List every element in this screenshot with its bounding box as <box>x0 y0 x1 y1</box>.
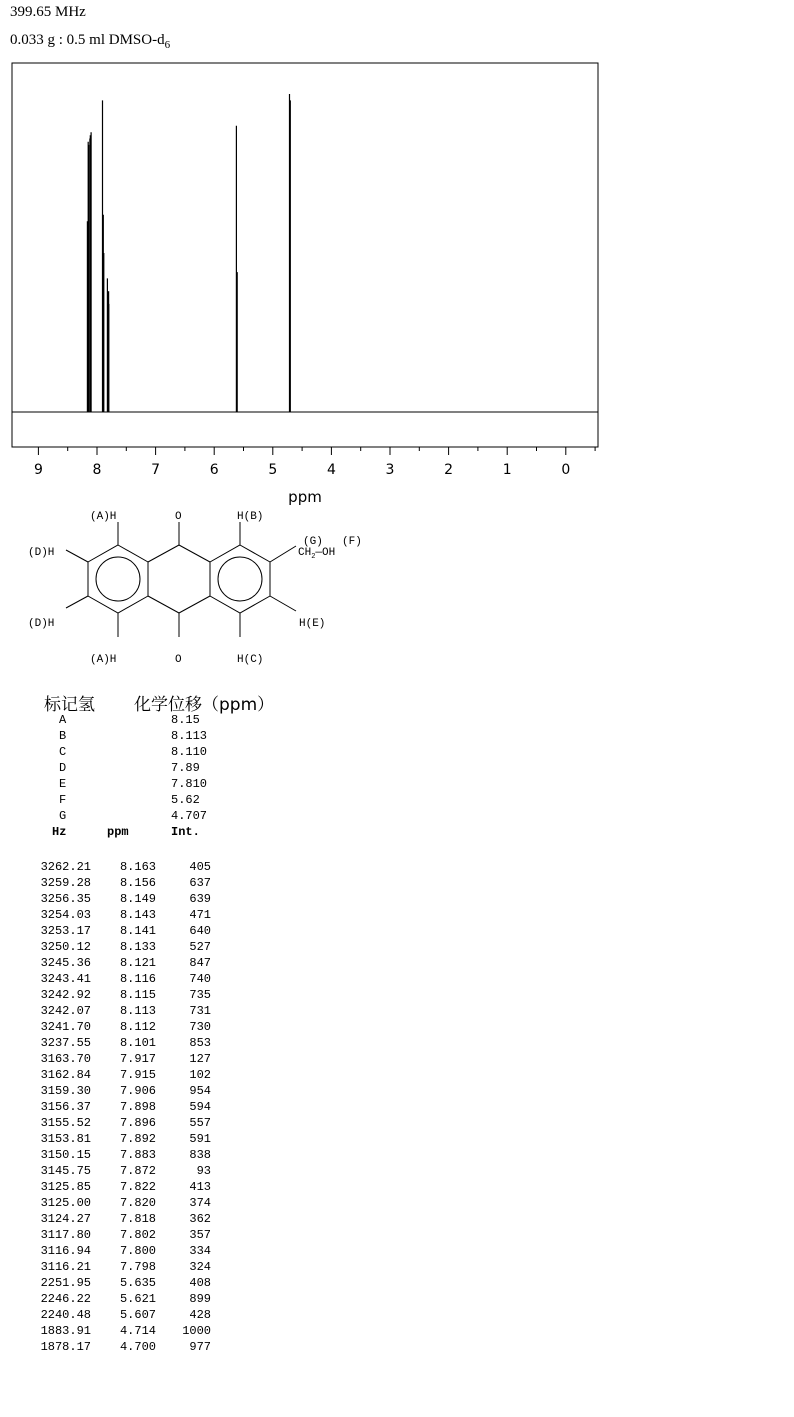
x-tick-label: 4 <box>326 462 336 478</box>
peak-table-row <box>0 1036 220 1052</box>
peak-table-row <box>0 1244 220 1260</box>
peak-hz: 3245.36 <box>40 956 91 970</box>
peak-intensity: 102 <box>189 1068 211 1082</box>
peak-intensity: 977 <box>189 1340 211 1354</box>
peak-hz: 1883.91 <box>40 1324 91 1338</box>
peak-intensity: 405 <box>189 860 211 874</box>
peak-ppm: 7.892 <box>119 1132 156 1146</box>
peak-intensity: 899 <box>189 1292 211 1306</box>
label-ch2: $CH_2—OH$ <box>298 547 336 561</box>
peak-intensity: 853 <box>189 1036 211 1050</box>
label-o-top: O <box>175 511 182 523</box>
peak-intensity: 639 <box>189 892 211 906</box>
sample-subscript: 6 <box>164 39 171 51</box>
assignment-shift: 7.89 <box>171 761 200 775</box>
peak-ppm: 8.113 <box>119 1004 156 1018</box>
peak-ppm: 8.156 <box>119 876 156 890</box>
peak-table-row <box>0 1180 220 1196</box>
peak-ppm: 8.112 <box>119 1020 156 1034</box>
assignment-label: F <box>59 793 67 807</box>
peak-intensity: 471 <box>189 908 211 922</box>
label-b-top: H(B) <box>237 511 264 523</box>
peak-table-row <box>0 1340 220 1356</box>
peak-header-ppm: ppm <box>107 825 129 839</box>
label-e: H(E) <box>299 618 326 630</box>
peak-hz: 3241.70 <box>40 1020 91 1034</box>
peak-hz: 3145.75 <box>40 1164 91 1178</box>
assignment-label: D <box>59 761 67 775</box>
assignment-shift: 4.707 <box>171 809 208 823</box>
right-benzene-ring <box>210 545 270 613</box>
peak-intensity: 1000 <box>182 1324 211 1338</box>
peak-table-row <box>0 876 220 892</box>
peak-ppm: 8.143 <box>119 908 156 922</box>
peak-header-hz: Hz <box>52 825 67 839</box>
peak-intensity: 847 <box>189 956 211 970</box>
peak-table-row <box>0 1324 220 1340</box>
peak-hz: 3242.92 <box>40 988 91 1002</box>
peak-table-row <box>0 1276 220 1292</box>
peak-ppm: 7.896 <box>119 1116 156 1130</box>
peak-table-row <box>0 1212 220 1228</box>
label-a-bottom: (A)H <box>90 654 117 666</box>
x-tick-label: 6 <box>209 462 219 478</box>
x-tick-label: 7 <box>151 462 161 478</box>
assignment-shift: 8.15 <box>171 713 200 727</box>
x-tick-label: 1 <box>502 462 512 478</box>
bond <box>148 596 179 613</box>
assignment-shift: 8.113 <box>171 729 208 743</box>
x-tick-label: 0 <box>561 462 571 478</box>
peak-intensity: 527 <box>189 940 211 954</box>
peak-intensity: 594 <box>189 1100 211 1114</box>
peak-table-row <box>0 908 220 924</box>
peak-hz: 3153.81 <box>40 1132 91 1146</box>
x-axis-label: ppm <box>288 488 322 506</box>
peak-ppm: 8.141 <box>119 924 156 938</box>
bond <box>179 596 210 613</box>
peak-intensity: 731 <box>189 1004 211 1018</box>
assignment-shift: 7.810 <box>171 777 208 791</box>
peak-hz: 3163.70 <box>40 1052 91 1066</box>
nmr-spectrum-chart <box>0 0 794 510</box>
peak-intensity: 954 <box>189 1084 211 1098</box>
peak-ppm: 4.700 <box>119 1340 156 1354</box>
peak-hz: 3125.00 <box>40 1196 91 1210</box>
peak-intensity: 557 <box>189 1116 211 1130</box>
peak-intensity: 838 <box>189 1148 211 1162</box>
peak-table-row <box>0 860 220 876</box>
peak-intensity: 637 <box>189 876 211 890</box>
peak-table-row <box>0 1196 220 1212</box>
peak-intensity: 735 <box>189 988 211 1002</box>
peak-ppm: 7.798 <box>119 1260 156 1274</box>
peak-ppm: 7.822 <box>119 1180 156 1194</box>
peak-hz: 3155.52 <box>40 1116 91 1130</box>
peak-intensity: 362 <box>189 1212 211 1226</box>
peak-table-row <box>0 988 220 1004</box>
peak-hz: 3150.15 <box>40 1148 91 1162</box>
peak-hz: 3256.35 <box>40 892 91 906</box>
peak-hz: 1878.17 <box>40 1340 91 1354</box>
peak-table-row <box>0 892 220 908</box>
assignment-label-header: 标记氢 <box>44 695 95 715</box>
bond <box>148 545 179 562</box>
peak-ppm: 8.149 <box>119 892 156 906</box>
peak-table-row <box>0 940 220 956</box>
peak-hz: 3243.41 <box>40 972 91 986</box>
left-benzene-ring <box>88 545 148 613</box>
peak-ppm: 7.800 <box>119 1244 156 1258</box>
peak-intensity: 408 <box>189 1276 211 1290</box>
peak-ppm: 8.121 <box>119 956 156 970</box>
peak-intensity: 640 <box>189 924 211 938</box>
peak-hz: 3262.21 <box>40 860 91 874</box>
peak-ppm: 7.802 <box>119 1228 156 1242</box>
peak-table-row <box>0 1164 220 1180</box>
peak-hz: 3125.85 <box>40 1180 91 1194</box>
peak-table-row <box>0 972 220 988</box>
peak-hz: 3254.03 <box>40 908 91 922</box>
peak-table-row <box>0 1228 220 1244</box>
assignment-label: C <box>59 745 67 759</box>
peak-hz: 3259.28 <box>40 876 91 890</box>
peak-hz: 3253.17 <box>40 924 91 938</box>
peak-hz: 3250.12 <box>40 940 91 954</box>
peak-table-row <box>0 1132 220 1148</box>
label-c-bottom: H(C) <box>237 654 264 666</box>
assignment-label: B <box>59 729 67 743</box>
bond-hd-upper <box>66 550 88 562</box>
peak-ppm: 8.116 <box>119 972 156 986</box>
spectrometer-frequency: 399.65 MHz <box>10 4 86 20</box>
peak-table-row <box>0 924 220 940</box>
peak-table-row <box>0 1052 220 1068</box>
x-tick-label: 9 <box>33 462 43 478</box>
peak-ppm: 7.898 <box>119 1100 156 1114</box>
peak-table-row <box>0 1308 220 1324</box>
peak-hz: 2240.48 <box>40 1308 91 1322</box>
peak-hz: 3162.84 <box>40 1068 91 1082</box>
assignment-shift: 5.62 <box>171 793 200 807</box>
peak-ppm: 8.133 <box>119 940 156 954</box>
peak-hz: 3156.37 <box>40 1100 91 1114</box>
label-f: (F) <box>342 536 362 548</box>
bond <box>179 545 210 562</box>
peak-ppm: 8.163 <box>119 860 156 874</box>
peak-hz: 3124.27 <box>40 1212 91 1226</box>
peak-intensity: 740 <box>189 972 211 986</box>
molecule-structure <box>0 500 400 670</box>
peak-intensity: 413 <box>189 1180 211 1194</box>
peak-table-row <box>0 1148 220 1164</box>
peak-ppm: 8.101 <box>119 1036 156 1050</box>
peak-hz: 3116.21 <box>40 1260 91 1274</box>
peak-table-row <box>0 1020 220 1036</box>
peak-intensity: 127 <box>189 1052 211 1066</box>
peak-table-row <box>0 956 220 972</box>
label-g: (G) <box>303 536 323 548</box>
peak-table-row <box>0 1004 220 1020</box>
peak-intensity: 93 <box>196 1164 211 1178</box>
assignment-label: G <box>59 809 67 823</box>
peak-ppm: 5.635 <box>119 1276 156 1290</box>
x-tick-label: 2 <box>444 462 454 478</box>
bond-he <box>270 596 296 611</box>
peak-ppm: 7.872 <box>119 1164 156 1178</box>
peak-intensity: 428 <box>189 1308 211 1322</box>
peak-hz: 3159.30 <box>40 1084 91 1098</box>
peak-intensity: 324 <box>189 1260 211 1274</box>
peak-intensity: 374 <box>189 1196 211 1210</box>
peak-ppm: 5.621 <box>119 1292 156 1306</box>
peak-ppm: 4.714 <box>119 1324 156 1338</box>
assignment-shift: 8.110 <box>171 745 208 759</box>
x-tick-label: 5 <box>268 462 278 478</box>
plot-frame <box>12 63 598 447</box>
bond-hd-lower <box>66 596 88 608</box>
assignment-shift-header: 化学位移（ppm） <box>134 695 275 715</box>
peak-ppm: 7.917 <box>119 1052 156 1066</box>
bond-ch2 <box>270 546 296 562</box>
peak-ppm: 7.820 <box>119 1196 156 1210</box>
label-d-lower: (D)H <box>28 618 55 630</box>
peak-table-row <box>0 1292 220 1308</box>
peak-table-row <box>0 1260 220 1276</box>
peak-intensity: 334 <box>189 1244 211 1258</box>
assignment-label: E <box>59 777 67 791</box>
label-d-upper: (D)H <box>28 547 55 559</box>
peak-hz: 3237.55 <box>40 1036 91 1050</box>
x-tick-label: 8 <box>92 462 102 478</box>
peak-table-row <box>0 1116 220 1132</box>
peak-hz: 3117.80 <box>40 1228 91 1242</box>
right-aromatic-circle <box>218 557 262 601</box>
peak-hz: 2246.22 <box>40 1292 91 1306</box>
peak-table-row <box>0 1068 220 1084</box>
peak-table-row <box>0 1100 220 1116</box>
ticks-layer <box>34 447 595 478</box>
peak-header-int: Int. <box>171 825 200 839</box>
peak-table-row <box>0 1084 220 1100</box>
label-a-top: (A)H <box>90 511 117 523</box>
peak-ppm: 7.915 <box>119 1068 156 1082</box>
peak-ppm: 5.607 <box>119 1308 156 1322</box>
peak-intensity: 357 <box>189 1228 211 1242</box>
peak-hz: 3242.07 <box>40 1004 91 1018</box>
x-tick-label: 3 <box>385 462 395 478</box>
peak-ppm: 7.883 <box>119 1148 156 1162</box>
peaks-layer <box>87 94 290 412</box>
peak-ppm: 8.115 <box>119 988 156 1002</box>
peak-ppm: 7.906 <box>119 1084 156 1098</box>
peak-hz: 3116.94 <box>40 1244 91 1258</box>
label-o-bottom: O <box>175 654 182 666</box>
left-aromatic-circle <box>96 557 140 601</box>
assignment-label: A <box>59 713 67 727</box>
peak-hz: 2251.95 <box>40 1276 91 1290</box>
peak-intensity: 730 <box>189 1020 211 1034</box>
peak-intensity: 591 <box>189 1132 211 1146</box>
sample-text: 0.033 g : 0.5 ml DMSO-d <box>10 32 165 48</box>
peak-ppm: 7.818 <box>119 1212 156 1226</box>
